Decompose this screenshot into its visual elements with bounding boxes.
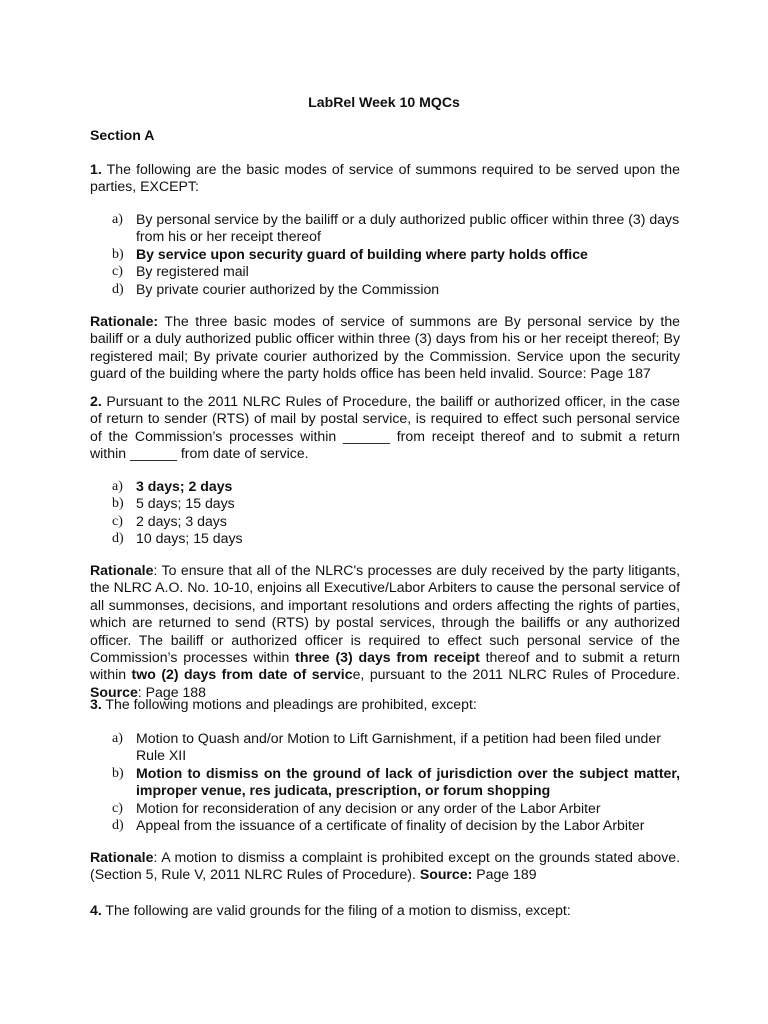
- question-1: [90, 161, 680, 196]
- option-text: Motion to Quash and/or Motion to Lift Garnishment, if a petition had been filed under Rule XII: [136, 730, 661, 764]
- question-1-text: The following are the basic modes of service of summons required to be served upon the parties, EXCEPT:: [90, 161, 680, 195]
- option-text-correct: By service upon security guard of building where party holds office: [136, 245, 588, 262]
- rationale-text: The three basic modes of service of summons are By personal service by the bailiff or a duly authorized public officer within three (3) days from his or her receipt thereof; By registered mail; By private courier authorized by the Commission. Service upon the security guard of the building where the party holds office has been held invalid. Source: Page 187: [90, 313, 680, 382]
- option-text: 5 days; 15 days: [136, 495, 235, 512]
- question-2-options: [90, 478, 680, 548]
- option-c: [90, 263, 680, 280]
- question-2: [90, 393, 680, 463]
- rationale-text: thereof and to submit a return within: [90, 649, 681, 683]
- question-2-text: Pursuant to the 2011 NLRC Rules of Procedure, the bailiff or authorized officer, in the case of return to sender (RTS) of mail by postal service, is required to effect such personal service of the Commission’s processes within ______ from receipt thereof and to submit a return within ______ from date of service.: [90, 393, 680, 462]
- option-text: By personal service by the bailiff or a duly authorized public officer within three (3) days from his or her receipt thereof: [136, 211, 680, 245]
- question-3-options: [90, 730, 680, 834]
- source-text: Page 189: [472, 866, 537, 883]
- option-a: [90, 211, 680, 246]
- option-text-correct: 3 days; 2 days: [136, 478, 233, 494]
- question-4-number: 4.: [90, 902, 102, 918]
- question-2-rationale: [90, 562, 680, 701]
- rationale-emphasis: three (3) days from receipt: [295, 649, 480, 666]
- rationale-text: : To ensure that all of the NLRC's processes are duly received by the party litigants, the NLRC A.O. No. 10-10, enjoins all Executive/Labor Arbiters to cause the personal service of all summonses, decisions, and important resolutions and orders affecting the rights of parties, which are returned to send (RTS) by postal services, through the bailiffs or any authorized officer. The bailiff or authorized officer is required to effect such personal service of the Commission’s processes within: [90, 562, 680, 666]
- rationale-label: Rationale: [90, 562, 154, 578]
- question-1-number: 1.: [90, 161, 102, 177]
- option-c: [90, 513, 680, 530]
- option-label: b): [112, 246, 124, 262]
- option-label: b): [112, 496, 124, 512]
- source-text: : Page 188: [137, 683, 206, 700]
- question-3: [90, 696, 680, 713]
- option-d: [90, 530, 680, 547]
- option-label: a): [112, 731, 123, 746]
- option-label: b): [112, 765, 124, 781]
- rationale-text: : A motion to dismiss a complaint is prohibited except on the grounds stated above. (Section 5, Rule V, 2011 NLRC Rules of Procedure).: [90, 849, 680, 883]
- option-a: [90, 478, 680, 495]
- option-text: By private courier authorized by the Commission: [136, 280, 440, 297]
- option-label: a): [112, 212, 123, 227]
- option-label: d): [112, 818, 124, 834]
- option-label: d): [112, 531, 124, 547]
- option-c: [90, 800, 680, 817]
- option-label: c): [112, 800, 123, 816]
- question-2-number: 2.: [90, 393, 102, 409]
- option-text: 2 days; 3 days: [136, 512, 227, 529]
- option-label: a): [112, 479, 123, 494]
- rationale-emphasis: two (2) days from date of servic: [131, 666, 353, 683]
- rationale-text: e, pursuant to the 2011 NLRC Rules of Procedure.: [352, 666, 680, 683]
- option-text: 10 days; 15 days: [136, 530, 243, 547]
- option-text-correct: Motion to dismiss on the ground of lack of jurisdiction over the subject matter, improper venue, res judicata, prescription, or forum shopping: [136, 764, 680, 799]
- rationale-label: Rationale:: [90, 313, 159, 329]
- question-3-number: 3.: [90, 696, 102, 712]
- option-label: c): [112, 513, 123, 529]
- option-d: [90, 281, 680, 298]
- option-label: c): [112, 264, 123, 280]
- option-a: [90, 730, 680, 765]
- option-label: d): [112, 281, 124, 297]
- source-label: Source: [90, 683, 138, 700]
- source-label: Source:: [419, 866, 473, 883]
- question-3-rationale: [90, 849, 680, 884]
- rationale-label: Rationale: [90, 849, 154, 865]
- option-d: [90, 817, 680, 834]
- document-title: LabRel Week 10 MQCs: [308, 94, 460, 110]
- option-text: Motion for reconsideration of any decision or any order of the Labor Arbiter: [136, 799, 601, 816]
- question-1-rationale: [90, 313, 680, 383]
- question-4-text: The following are valid grounds for the filing of a motion to dismiss, except:: [101, 902, 571, 918]
- option-text: By registered mail: [136, 263, 249, 280]
- option-b: [90, 495, 680, 512]
- option-text: Appeal from the issuance of a certificate of finality of decision by the Labor Arbiter: [136, 817, 645, 834]
- option-b: [90, 765, 680, 800]
- question-1-options: [90, 211, 680, 298]
- option-b: [90, 246, 680, 263]
- question-3-text: The following motions and pleadings are prohibited, except:: [101, 696, 477, 712]
- question-4: [90, 902, 680, 919]
- section-heading: Section A: [90, 127, 155, 143]
